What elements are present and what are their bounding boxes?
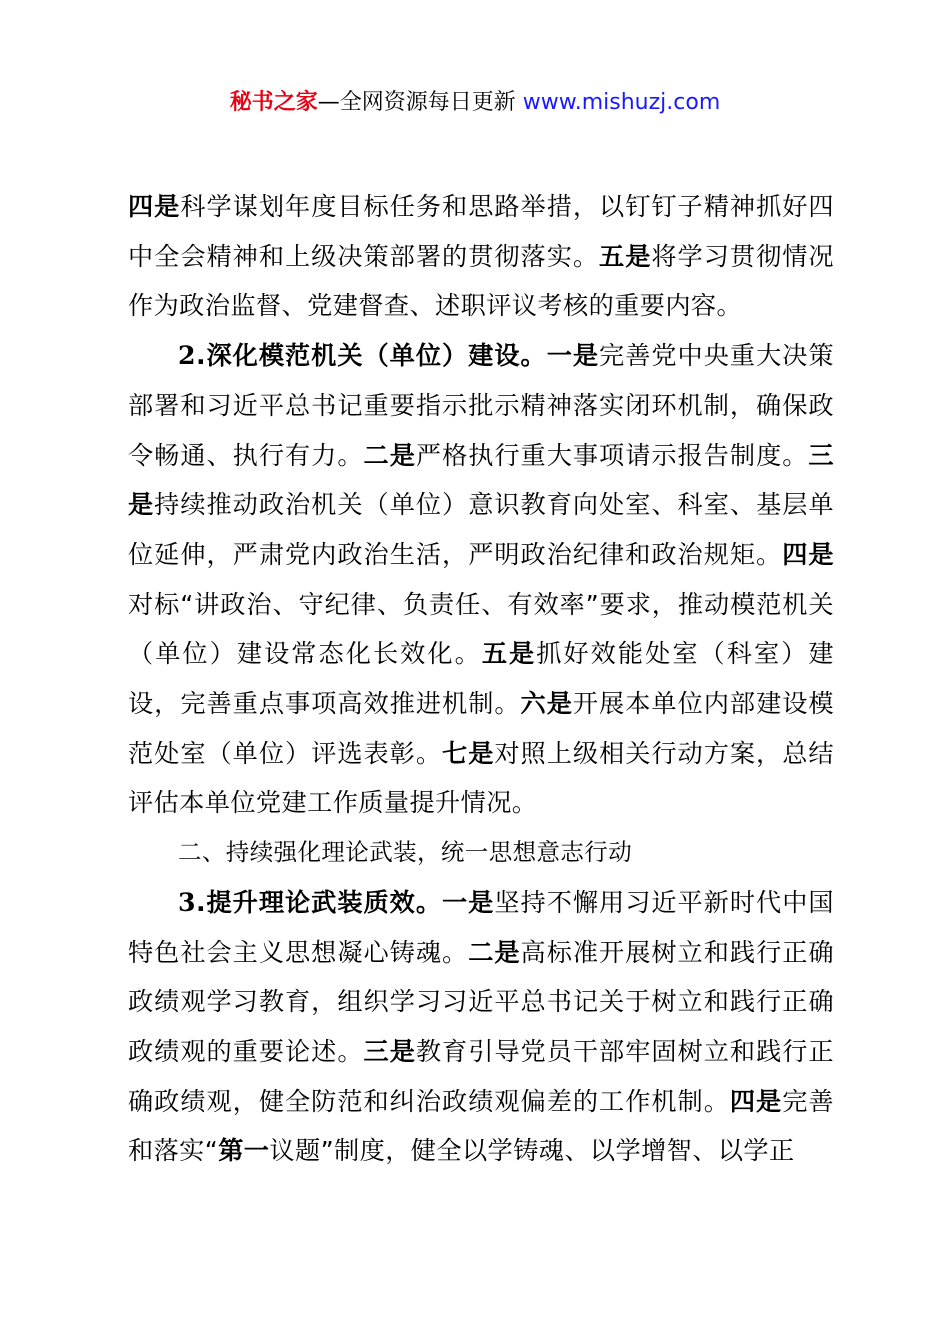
paragraph-text: 抓好效能处室（科室）建设，完善重点事项高效推进机制。	[128, 639, 834, 719]
bold-marker: 三是	[128, 440, 834, 520]
paragraph-text: 完善党中央重大决策部署和习近平总书记重要指示批示精神落实闭环机制，确保政令畅通、执行有力。	[128, 341, 834, 470]
bold-marker: 二是	[363, 440, 416, 470]
paragraph-text: 科学谋划年度目标任务和思路举措，以钉钉子精神抓好四中全会精神和上级决策部署的贯彻落实。	[128, 192, 834, 271]
paragraph-text: 对照上级相关行动方案，总结评估本单位党建工作质量提升情况。	[128, 738, 834, 818]
website-link[interactable]: www.mishuzj.com	[522, 90, 721, 115]
paragraph-text: 严格执行重大事项请示报告制度。	[415, 440, 809, 470]
bold-marker: 一是	[442, 887, 495, 917]
bold-marker: 五是	[599, 241, 652, 271]
bold-marker: 第一	[218, 1136, 270, 1166]
bold-marker: 四是	[729, 1086, 783, 1116]
bold-marker: 三是	[363, 1036, 416, 1066]
bold-marker: 六是	[520, 689, 573, 719]
paragraph-text: 议题”制度，健全以学铸魂、以学增智、以学正	[269, 1136, 795, 1166]
bold-marker: 七是	[442, 738, 495, 768]
item-heading: .提升理论武装质效。	[195, 887, 443, 917]
bold-marker: 五是	[481, 639, 537, 669]
item-number: 3	[178, 886, 196, 917]
paragraph-text: 开展本单位内部建设模范处室（单位）评选表彰。	[128, 689, 835, 768]
paragraph-item-2	[128, 331, 834, 828]
document-body	[128, 182, 834, 1176]
paragraph-text: 持续推动政治机关（单位）意识教育向处室、科室、基层单位延伸，严肃党内政治生活，严明政治纪律和政治规矩。	[128, 490, 834, 569]
paragraph-continued	[128, 182, 834, 331]
header-tagline: —全网资源每日更新	[317, 90, 516, 115]
paragraph-text: 高标准开展树立和践行正确政绩观学习教育，组织学习习近平总书记关于树立和践行正确政绩观的重要论述。	[128, 937, 834, 1066]
item-heading: .深化模范机关（单位）建设。	[195, 341, 547, 371]
bold-marker: 二是	[468, 937, 521, 967]
paragraph-text: 对标“讲政治、守纪律、负责任、有效率”要求，推动模范机关（单位）建设常态化长效化。	[128, 589, 834, 669]
page-header	[0, 86, 950, 120]
bold-marker: 四是	[782, 539, 834, 569]
paragraph-text: 完善和落实“	[128, 1086, 834, 1166]
paragraph-text: 将学习贯彻情况作为政治监督、党建督查、述职评议考核的重要内容。	[128, 241, 834, 321]
bold-marker: 一是	[546, 341, 600, 371]
item-number: 2	[178, 340, 196, 371]
bold-marker: 四是	[128, 192, 181, 221]
section-heading: 二、持续强化理论武装，统一思想意志行动	[178, 838, 633, 867]
brand-name: 秘书之家	[229, 90, 318, 115]
paragraph-item-3	[128, 878, 834, 1176]
paragraph-text: 教育引导党员干部牢固树立和践行正确政绩观，健全防范和纠治政绩观偏差的工作机制。	[128, 1036, 834, 1116]
paragraph-text: 坚持不懈用习近平新时代中国特色社会主义思想凝心铸魂。	[128, 887, 834, 967]
